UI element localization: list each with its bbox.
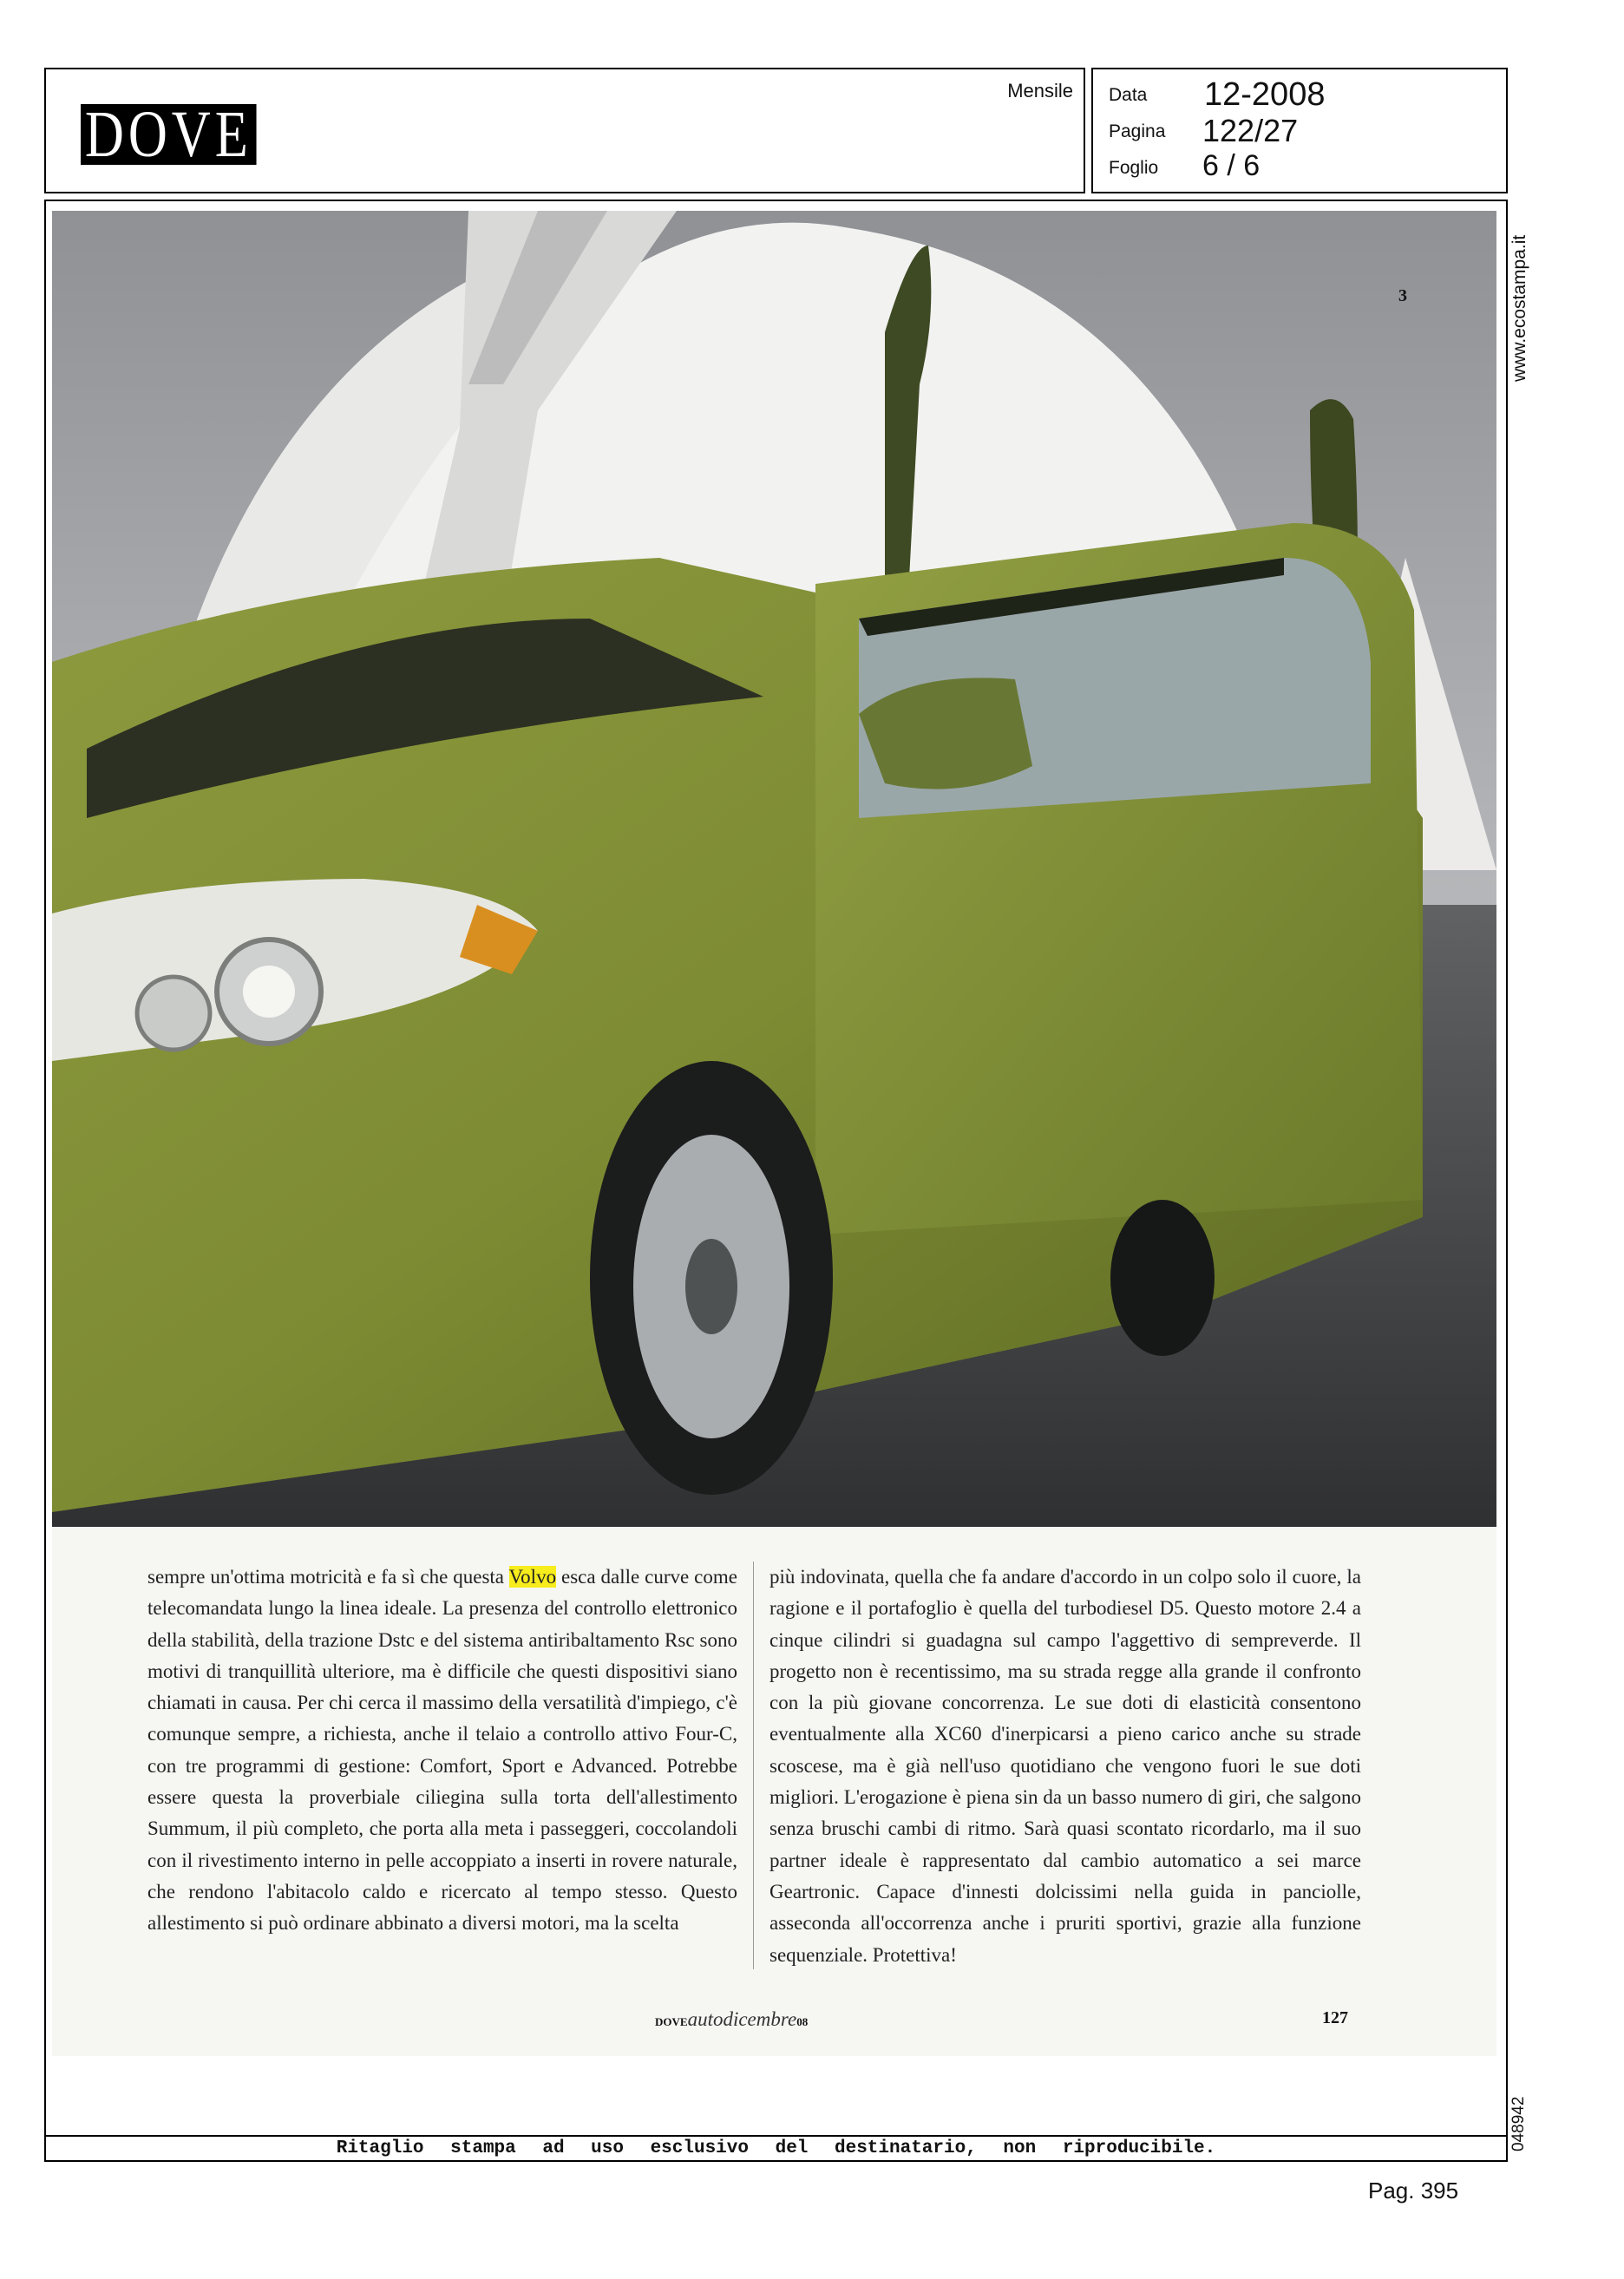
meta-box [1091, 68, 1508, 193]
meta-value: 122/27 [1202, 113, 1299, 148]
left-text-before: sempre un'ottima motricità e fa sì che questa [147, 1566, 509, 1588]
car-photo-illustration [52, 211, 1496, 1527]
website-side-label [1509, 217, 1544, 382]
meta-label: Pagina [1109, 121, 1166, 141]
highlighted-word: Volvo [508, 1566, 557, 1588]
meta-value: 12-2008 [1204, 76, 1326, 113]
photo-number: 3 [1398, 286, 1407, 305]
website-text: www.ecostampa.it [1509, 234, 1529, 382]
article-column-right: più indovinata, quella che fa andare d'accordo in un colpo solo il cuore, la ragione e il portafoglio è quella del turbodiesel D5. Questo motore 2.4 a cinque cilindri si guadagna sul campo l'aggettivo di sempreverde. Il progetto non è recentissimo, ma su strada regge alla grande il confronto con la più giovane concorrenza. Le sue doti di elasticità consentono eventualmente alla XC60 d'inerpicarsi a pieno carico anche su strade scoscese, ma è già nell'uso quotidiano che vengono fuori le sue doti migliori. L'erogazione è piena sin da un basso numero di giri, che salgono senza bruschi cambi di ritmo. Sarà quasi scontato ricordarlo, ma il suo partner ideale è rappresentato dal cambio automatico a sei marce Geartronic. Capace d'innesti dolcissimi nella guida in panciolle, asseconda all'occorrenza anche i pruriti sportivi, grazie alla funzione sequenziale. Protettiva! [769, 1566, 1361, 1966]
clipping-page-number: Pag. 395 [1368, 2177, 1459, 2204]
clipping-code: 048942 [1509, 2096, 1528, 2151]
frequency-label: Mensile [1007, 80, 1073, 102]
footer-section: autodicembre [687, 2008, 797, 2030]
clipping-code-side [1509, 2073, 1544, 2151]
left-text-after: esca dalle curve come telecomandata lungo la linea ideale. La presenza del controllo elettronico della stabilità, della trazione Dstc e del sistema antiribaltamento Rsc sono motivi di tranquillità ulteriore, ma è difficile che questi dispositivi siano chiamati in causa. Per chi cerca il massimo della versatilità d'impiego, c'è comunque sempre, a richiesta, anche il telaio a controllo attivo Four-C, con tre programmi di gestione: Comfort, Sport e Advanced. Potrebbe essere questa la proverbiale ciliegina sulla torta dell'allestimento Summum, il più completo, che porta alla meta i passeggeri, coccolandoli con il rivestimento interno in pelle accoppiato a inserti in rovere naturale, che rendono l'abitacolo caldo e ricercato al tempo stesso. Questo allestimento si può ordinare abbinato a diversi motori, ma la scelta [147, 1566, 737, 1935]
footer-brand-logo: DOVE [655, 2015, 688, 2028]
disclaimer-text: Ritaglio stampa ad uso esclusivo del destinatario, non riproducibile. [336, 2138, 1216, 2158]
footer-year: 08 [796, 2015, 809, 2028]
meta-value: 6 / 6 [1202, 149, 1261, 182]
meta-label: Foglio [1109, 158, 1159, 178]
dove-logo: DOVE [81, 104, 257, 165]
column-divider [753, 1562, 754, 1969]
magazine-page-number: 127 [1322, 2008, 1348, 2027]
footer-brand [655, 2008, 808, 2031]
meta-label: Data [1109, 85, 1148, 105]
article-column-left [147, 1562, 737, 1940]
car-photo [52, 211, 1496, 1527]
header-box [44, 68, 1085, 193]
